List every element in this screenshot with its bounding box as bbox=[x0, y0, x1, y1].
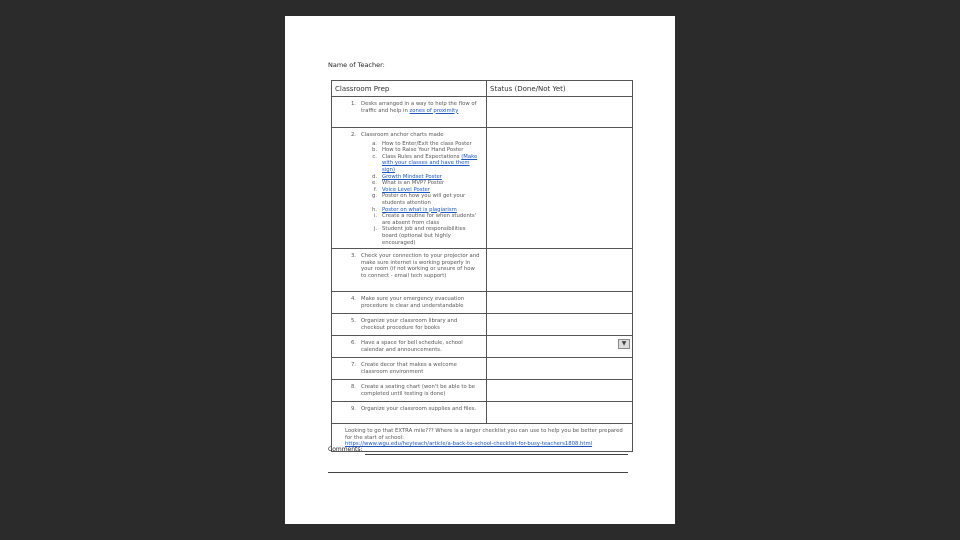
table-row bbox=[332, 249, 633, 292]
row-number: 4. bbox=[350, 296, 356, 303]
row-number: 6. bbox=[350, 340, 356, 347]
list-item: e. What is an MVP? Poster bbox=[372, 180, 445, 187]
extra-mile-text: Looking to go that EXTRA mile??? Where is a larger checklist you can use to help you be better prepared for the start of school: bbox=[345, 428, 623, 441]
list-item: a. How to Enter/Exit the class Poster bbox=[372, 140, 472, 147]
row-number: 5. bbox=[350, 318, 356, 325]
row-number: 8. bbox=[350, 384, 356, 391]
table-row bbox=[332, 128, 633, 249]
list-item: d. Growth Mindset Poster bbox=[371, 173, 442, 180]
status-cell[interactable] bbox=[487, 249, 633, 292]
row-number: 9. bbox=[350, 406, 356, 413]
table-row-final bbox=[332, 424, 633, 452]
status-cell[interactable] bbox=[487, 97, 633, 128]
teacher-name-label: Name of Teacher: bbox=[328, 61, 385, 69]
status-cell[interactable] bbox=[487, 402, 633, 424]
comments-label: Comments: bbox=[328, 446, 363, 453]
row-number: 7. bbox=[350, 362, 356, 369]
header-classroom-prep: Classroom Prep bbox=[332, 81, 487, 97]
table-row bbox=[332, 358, 633, 380]
row-number: 2. bbox=[350, 132, 356, 138]
checklist-table bbox=[331, 80, 633, 452]
comments-line bbox=[328, 472, 628, 473]
anchor-chart-list bbox=[361, 141, 480, 247]
voice-level-link[interactable]: Voice Level Poster bbox=[382, 186, 430, 193]
plagiarism-link[interactable]: Poster on what is plagiarism bbox=[382, 206, 457, 213]
row-number: 1. bbox=[350, 101, 356, 107]
row-text: Have a space for bell schedule, school calendar and announcements. bbox=[361, 340, 463, 353]
list-item: f. Voice Level Poster bbox=[373, 186, 430, 193]
table-header-row bbox=[332, 81, 633, 97]
status-cell[interactable] bbox=[487, 314, 633, 336]
list-item: j. Student job and responsibilities board (optional but highly encouraged) bbox=[373, 226, 466, 246]
table-row bbox=[332, 292, 633, 314]
table-row bbox=[332, 336, 633, 358]
table-row bbox=[332, 314, 633, 336]
list-item: c. Class Rules and Expectations (Make with your classes and have them sign) bbox=[372, 153, 478, 173]
row-text: Desks arranged in a way to help the flow of traffic and help in bbox=[361, 101, 477, 114]
growth-mindset-link[interactable]: Growth Mindset Poster bbox=[382, 173, 442, 180]
row-text: Organize your classroom supplies and files. bbox=[361, 406, 477, 413]
list-item: i. Create a routine for when students' are absent from class bbox=[373, 213, 477, 226]
status-cell[interactable] bbox=[487, 380, 633, 402]
list-item: b. How to Raise Your Hand Poster bbox=[371, 147, 464, 154]
zones-of-proximity-link[interactable]: zones of proximity bbox=[409, 107, 459, 114]
status-cell[interactable] bbox=[487, 292, 633, 314]
table-row bbox=[332, 402, 633, 424]
status-cell[interactable] bbox=[487, 128, 633, 249]
status-dropdown-cell[interactable] bbox=[487, 336, 633, 358]
row-number: 3. bbox=[350, 253, 356, 260]
list-item: g. Poster on how you will get your students attention bbox=[371, 193, 466, 206]
row-text: Check your connection to your projector and make sure internet is working properly in your room (if not working or unsure of how to connect - email tech support) bbox=[361, 253, 480, 279]
checklist-link[interactable]: https://www.wgu.edu/heyteach/article/a-back-to-school-checklist-for-busy-teachers1808.html bbox=[345, 441, 593, 448]
row-text: Make sure your emergency evacuation procedure is clear and understandable bbox=[361, 296, 465, 309]
row-text: Classroom anchor charts made bbox=[361, 132, 444, 138]
make-with-classes-link[interactable]: (Make with your classes and have them sign) bbox=[382, 153, 478, 173]
comments-line bbox=[365, 454, 628, 455]
document-page bbox=[285, 16, 675, 524]
header-status: Status (Done/Not Yet) bbox=[487, 81, 633, 97]
table-row bbox=[332, 97, 633, 128]
row-text: Create a seating chart (won't be able to be completed until testing is done) bbox=[361, 384, 476, 397]
status-cell[interactable] bbox=[487, 358, 633, 380]
list-item: h. Poster on what is plagiarism bbox=[371, 206, 457, 213]
row-text: Organize your classroom library and checkout procedure for books bbox=[361, 318, 458, 331]
chevron-down-icon[interactable]: ▼ bbox=[618, 339, 630, 349]
table-row bbox=[332, 380, 633, 402]
row-text: Create decor that makes a welcome classroom environment bbox=[361, 362, 457, 375]
